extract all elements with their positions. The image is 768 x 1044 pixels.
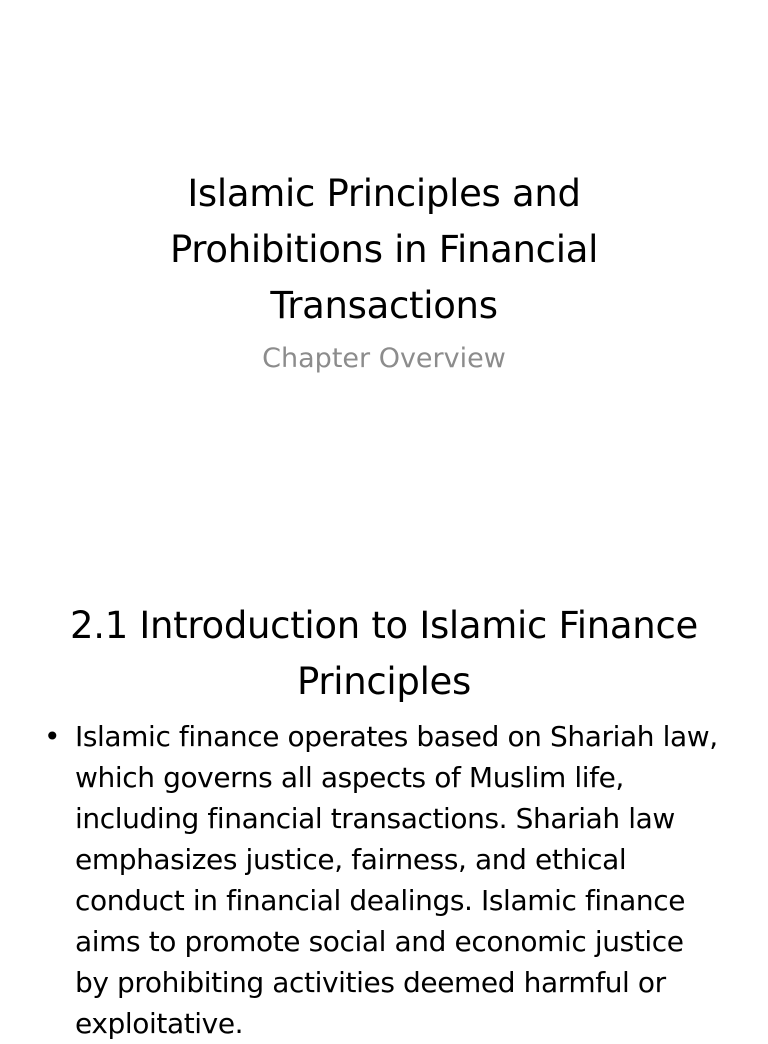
bullet-text-line: conduct in financial dealings. Islamic finance xyxy=(75,884,686,917)
section-heading-line: 2.1 Introduction to Islamic Finance xyxy=(70,604,698,647)
bullet-text-line: exploitative. xyxy=(75,1007,244,1040)
section-heading xyxy=(0,598,768,710)
bullet-text-line: including financial transactions. Shariah law xyxy=(75,802,675,835)
section-slide xyxy=(0,598,768,1040)
deck-subtitle: Chapter Overview xyxy=(262,343,506,374)
bullet-item xyxy=(44,716,734,1044)
bullet-text-line: by prohibiting activities deemed harmful or xyxy=(75,966,666,999)
deck-title-line: Islamic Principles and xyxy=(187,172,581,215)
bullet-text-line: aims to promote social and economic justice xyxy=(75,925,684,958)
deck-title-line: Prohibitions in Financial xyxy=(169,228,599,271)
title-slide xyxy=(0,166,768,376)
bullet-text-line: which governs all aspects of Muslim life, xyxy=(75,761,624,794)
bullet-list xyxy=(44,716,734,1044)
bullet-text-line: Islamic finance operates based on Shariah law, xyxy=(75,720,718,753)
deck-title xyxy=(0,166,768,334)
bullet-text xyxy=(75,716,734,1044)
deck-title-line: Transactions xyxy=(270,284,498,327)
section-heading-line: Principles xyxy=(296,660,472,703)
bullet-marker: • xyxy=(44,720,61,753)
bullet-text-line: emphasizes justice, fairness, and ethical xyxy=(75,843,627,876)
